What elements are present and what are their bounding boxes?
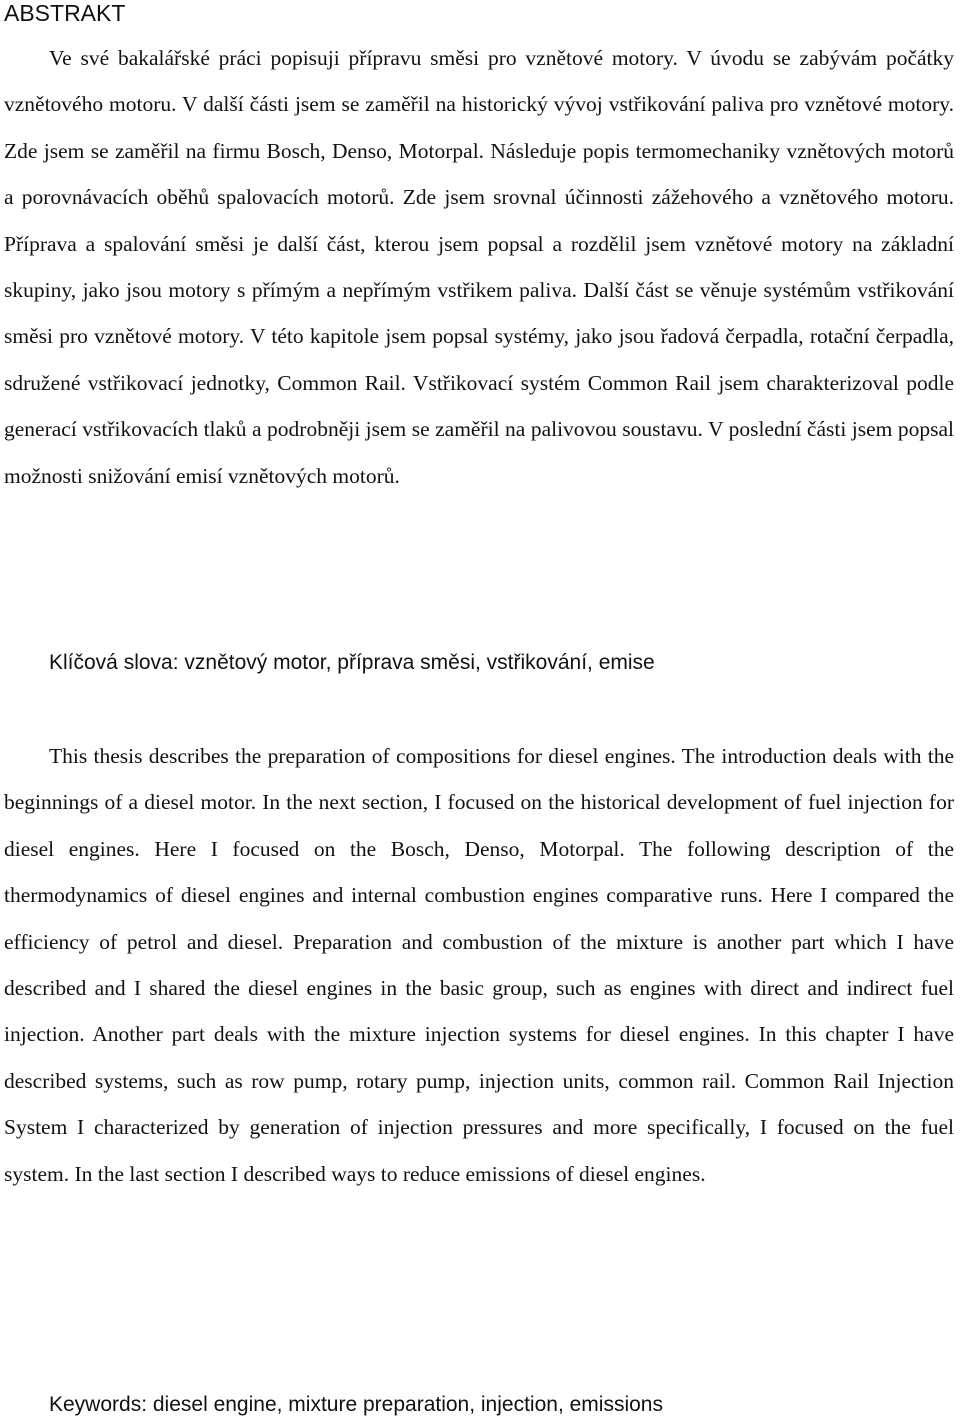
abstract-english-paragraph: This thesis describes the preparation of compositions for diesel engines. The introduction deals with the beginnings of a diesel motor. In the next section, I focused on the historical development of fuel injection for diesel engines. Here I focused on the Bosch, Denso, Motorpal. The following description of the thermodynamics of diesel engines and internal combustion engines comparative runs. Here I compared the efficiency of petrol and diesel. Preparation and combustion of the mixture is another part which I have described and I shared the diesel engines in the basic group, such as engines with direct and indirect fuel injection. Another part deals with the mixture injection systems for diesel engines. In this chapter I have described systems, such as row pump, rotary pump, injection units, common rail. Common Rail Injection System I characterized by generation of injection pressures and more specifically, I focused on the fuel system. In the last section I described ways to reduce emissions of diesel engines.: [4, 744, 954, 1186]
abstract-heading: ABSTRAKT: [4, 0, 126, 26]
abstract-czech-paragraph: Ve své bakalářské práci popisuji přípravu směsi pro vznětové motory. V úvodu se zabývám počátky vznětového motoru. V další části jsem se zaměřil na historický vývoj vstřikování paliva pro vznětové motory. Zde jsem se zaměřil na firmu Bosch, Denso, Motorpal. Následuje popis termomechaniky vznětových motorů a porovnávacích oběhů spalovacích motorů. Zde jsem srovnal účinnosti zážehového a vznětového motoru. Příprava a spalování směsi je další část, kterou jsem popsal a rozdělil jsem vznětové motory na základní skupiny, jako jsou motory s přímým a nepřímým vstřikem paliva. Další část se věnuje systémům vstřikování směsi pro vznětové motory. V této kapitole jsem popsal systémy, jako jsou řadová čerpadla, rotační čerpadla, sdružené vstřikovací jednotky, Common Rail. Vstřikovací systém Common Rail jsem charakterizoval podle generací vstřikovacích tlaků a podrobněji jsem se zaměřil na palivovou soustavu. V poslední části jsem popsal možnosti snižování emisí vznětových motorů.: [4, 46, 954, 488]
keywords-czech: Klíčová slova: vznětový motor, příprava směsi, vstřikování, emise: [49, 651, 655, 674]
keywords-english: Keywords: diesel engine, mixture preparation, injection, emissions: [49, 1393, 663, 1416]
